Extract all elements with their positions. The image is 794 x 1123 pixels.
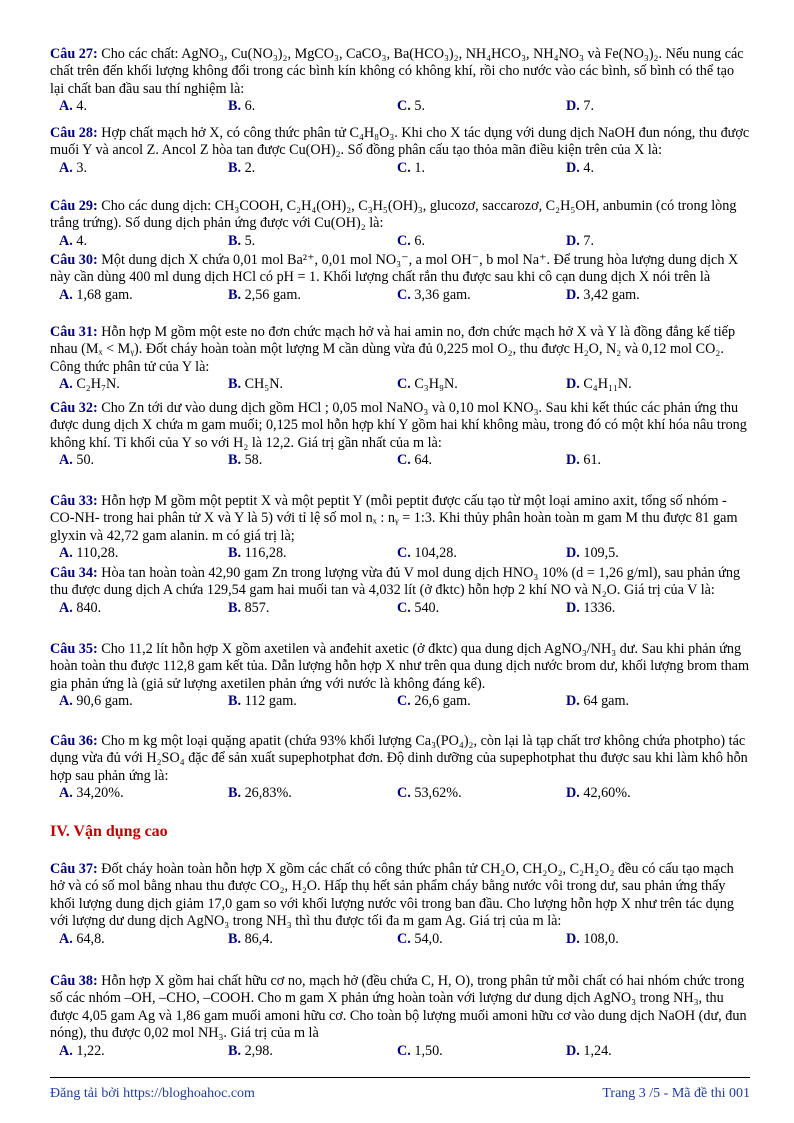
question-text: Một dung dịch X chứa 0,01 mol Ba²⁺, 0,01 mol NO₃⁻, a mol OH⁻, b mol Na⁺. Để trung hòa lượng dung dịch X này cần dùng 400 ml dung dịch HCl có pH = 1. Khối lượng chất rắn thu được sau khi cô cạn dung dịch X nói trên là <box>50 252 739 286</box>
question-number: Câu 30: <box>50 252 98 268</box>
answer-option[interactable] <box>50 287 219 304</box>
answer-option[interactable] <box>557 287 726 304</box>
option-letter: C. <box>397 286 411 303</box>
option-letter: B. <box>228 785 242 802</box>
option-letter: A. <box>59 452 73 469</box>
option-letter: C. <box>397 98 411 115</box>
option-value: 7. <box>583 98 594 115</box>
option-letter: B. <box>228 286 242 303</box>
question-stem <box>50 324 750 376</box>
option-value: 6. <box>244 98 256 115</box>
option-letter: C. <box>397 376 411 393</box>
option-value: 1,24. <box>583 1042 612 1059</box>
answer-option[interactable] <box>388 287 557 304</box>
option-letter: D. <box>566 98 580 115</box>
page-footer <box>50 1077 750 1101</box>
answer-options <box>50 545 750 562</box>
option-value: 1,50. <box>414 1042 443 1059</box>
option-value: C₄H₁₁N. <box>583 376 632 393</box>
question-stem <box>50 973 750 1043</box>
answer-options <box>50 785 750 802</box>
question-block <box>50 125 750 177</box>
answer-options <box>50 233 750 250</box>
answer-option[interactable] <box>557 233 726 250</box>
answer-option[interactable] <box>219 233 388 250</box>
option-letter: B. <box>228 159 242 176</box>
answer-option[interactable] <box>219 452 388 469</box>
option-value: 50. <box>76 452 95 469</box>
answer-option[interactable] <box>50 545 219 562</box>
option-letter: D. <box>566 159 580 176</box>
question-block <box>50 46 750 116</box>
option-letter: A. <box>59 545 73 562</box>
answer-option[interactable] <box>50 98 219 115</box>
answer-option[interactable] <box>50 160 219 177</box>
answer-option[interactable] <box>50 785 219 802</box>
answer-option[interactable] <box>388 1043 557 1060</box>
question-number: Câu 35: <box>50 641 98 657</box>
option-value: 3,36 gam. <box>414 286 471 303</box>
option-letter: D. <box>566 930 580 947</box>
answer-option[interactable] <box>388 233 557 250</box>
option-letter: C. <box>397 545 411 562</box>
question-text: Cho 11,2 lít hỗn hợp X gồm axetilen và anđehit axetic (ở đktc) qua dung dịch AgNO₃/NH₃ dư. Sau khi phản ứng hoàn toàn thu được 112,8 gam kết tủa. Dẫn lượng hỗn hợp X như trên qua dung dịch nước brom dư, khối lượng brom tham gia phản ứng là (giả sử lượng axetilen phản ứng với nước là không đáng kể). <box>50 641 749 692</box>
option-value: 1336. <box>583 599 616 616</box>
option-letter: C. <box>397 930 411 947</box>
answer-option[interactable] <box>388 98 557 115</box>
option-letter: A. <box>59 232 73 249</box>
option-value: 6. <box>414 232 425 249</box>
option-value: C₂H₇N. <box>76 376 120 393</box>
option-letter: C. <box>397 693 411 710</box>
answer-options <box>50 160 750 177</box>
question-stem <box>50 400 750 452</box>
answer-option[interactable] <box>388 600 557 617</box>
answer-option[interactable] <box>50 600 219 617</box>
option-letter: D. <box>566 545 580 562</box>
answer-option[interactable] <box>388 376 557 393</box>
option-letter: C. <box>397 785 411 802</box>
answer-option[interactable] <box>388 693 557 710</box>
option-letter: D. <box>566 232 580 249</box>
footer-source-link[interactable]: Đăng tải bởi https://bloghoahoc.com <box>50 1086 255 1101</box>
option-letter: B. <box>228 98 242 115</box>
question-text: Đốt cháy hoàn toàn hỗn hợp X gồm các chất có công thức phân tử CH₂O, CH₂O₂, C₂H₂O₂ đều có cấu tạo mạch hở và có số mol bằng nhau thu được CO₂, H₂O. Hấp thụ hết sản phẩm cháy bằng nước vôi trong dư, sau phản ứng thấy khối lượng dung dịch giảm 17,0 gam so với khối lượng nước vôi trong ban đầu. Cho lượng hỗn hợp X như trên tác dụng với lượng dư dung dịch AgNO₃ trong NH₃ thì thu được tối đa m gam Ag. Giá trị của m là: <box>50 861 734 930</box>
question-number: Câu 34: <box>50 565 98 581</box>
answer-option[interactable] <box>219 1043 388 1060</box>
answer-option[interactable] <box>50 233 219 250</box>
question-number: Câu 31: <box>50 324 98 340</box>
answer-option[interactable] <box>557 931 726 948</box>
option-letter: A. <box>59 693 73 710</box>
option-value: 7. <box>583 232 594 249</box>
option-value: 54,0. <box>414 930 443 947</box>
answer-option[interactable] <box>557 98 726 115</box>
question-stem <box>50 46 750 98</box>
option-value: 90,6 gam. <box>76 693 133 710</box>
option-value: 42,60%. <box>583 785 631 802</box>
question-text: Hợp chất mạch hở X, có công thức phân tử C₄H₈O₃. Khi cho X tác dụng với dung dịch NaOH đun nóng, thu được muối Y và ancol Z. Ancol Z hòa tan được Cu(OH)₂. Số đồng phân cấu tạo thỏa mãn điều kiện trên của X là: <box>50 125 750 159</box>
answer-options <box>50 931 750 948</box>
option-letter: B. <box>228 452 242 469</box>
answer-option[interactable] <box>557 1043 726 1060</box>
answer-option[interactable] <box>50 931 219 948</box>
option-value: 1. <box>414 159 425 176</box>
option-letter: D. <box>566 376 580 393</box>
question-stem <box>50 565 750 600</box>
option-letter: D. <box>566 785 580 802</box>
question-number: Câu 33: <box>50 493 98 509</box>
option-value: 1,68 gam. <box>76 286 133 303</box>
option-value: 857. <box>244 599 270 616</box>
option-letter: A. <box>59 1042 73 1059</box>
question-stem <box>50 861 750 931</box>
question-stem <box>50 493 750 545</box>
question-block <box>50 565 750 617</box>
option-value: 58. <box>244 452 263 469</box>
question-block <box>50 641 750 711</box>
option-letter: A. <box>59 159 73 176</box>
option-value: 26,6 gam. <box>414 693 471 710</box>
option-letter: B. <box>228 599 242 616</box>
question-number: Câu 32: <box>50 400 98 416</box>
answer-option[interactable] <box>50 376 219 393</box>
option-value: 34,20%. <box>76 785 124 802</box>
question-stem <box>50 198 750 233</box>
option-value: 840. <box>76 599 102 616</box>
answer-option[interactable] <box>388 931 557 948</box>
option-value: 2. <box>244 159 256 176</box>
answer-option[interactable] <box>557 160 726 177</box>
option-letter: D. <box>566 286 580 303</box>
option-letter: D. <box>566 1042 580 1059</box>
answer-option[interactable] <box>50 693 219 710</box>
option-value: 104,28. <box>414 545 457 562</box>
answer-option[interactable] <box>219 98 388 115</box>
question-number: Câu 27: <box>50 46 98 62</box>
option-value: 64. <box>414 452 433 469</box>
option-letter: B. <box>228 545 242 562</box>
option-value: 4. <box>76 98 87 115</box>
answer-option[interactable] <box>219 376 388 393</box>
option-letter: A. <box>59 599 73 616</box>
question-number: Câu 28: <box>50 125 98 141</box>
question-block <box>50 493 750 563</box>
option-value: 112 gam. <box>244 693 297 710</box>
question-block <box>50 733 750 803</box>
option-letter: B. <box>228 930 242 947</box>
answer-options <box>50 693 750 710</box>
option-letter: A. <box>59 930 73 947</box>
answer-option[interactable] <box>50 1043 219 1060</box>
answer-option[interactable] <box>557 693 726 710</box>
question-stem <box>50 125 750 160</box>
option-value: C₃H₉N. <box>414 376 458 393</box>
question-stem <box>50 252 750 287</box>
footer-page-info: Trang 3 /5 - Mã đề thi 001 <box>602 1086 750 1101</box>
option-letter: B. <box>228 376 242 393</box>
question-text: Cho các dung dịch: CH₃COOH, C₂H₄(OH)₂, C₃H₅(OH)₃, glucozơ, saccarozơ, C₂H₅OH, anbumin (có trong lòng trắng trứng). Số dung dịch phản ứng được với Cu(OH)₂ là: <box>50 198 737 232</box>
question-block <box>50 400 750 470</box>
answer-option[interactable] <box>388 160 557 177</box>
question-stem <box>50 733 750 785</box>
option-value: 110,28. <box>76 545 119 562</box>
option-value: 540. <box>414 599 440 616</box>
question-text: Cho m kg một loại quặng apatit (chứa 93% khối lượng Ca₃(PO₄)₂, còn lại là tạp chất trơ không chứa photpho) tác dụng vừa đủ với H₂SO₄ đặc để sản xuất supephotphat đơn. Độ dinh dưỡng của supephotphat thu được sau khi làm khô hỗn hợp sau phản ứng là: <box>50 733 748 784</box>
question-block <box>50 861 750 948</box>
question-number: Câu 36: <box>50 733 98 749</box>
answer-option[interactable] <box>219 160 388 177</box>
answer-option[interactable] <box>219 931 388 948</box>
question-number: Câu 37: <box>50 861 98 877</box>
answer-option[interactable] <box>388 452 557 469</box>
option-value: 116,28. <box>244 545 287 562</box>
question-block <box>50 198 750 250</box>
option-value: 108,0. <box>583 930 619 947</box>
option-value: 64,8. <box>76 930 105 947</box>
option-letter: D. <box>566 452 580 469</box>
answer-options <box>50 1043 750 1060</box>
option-value: 4. <box>583 159 594 176</box>
option-letter: C. <box>397 452 411 469</box>
question-text: Hòa tan hoàn toàn 42,90 gam Zn trong lượng vừa đủ V mol dung dịch HNO₃ 10% (d = 1,26 g/ml), sau phản ứng thu được dung dịch A chứa 129,54 gam hai muối tan và 4,032 lít (ở đktc) hỗn hợp 2 khí NO và N₂O. Giá trị của V là: <box>50 565 741 599</box>
option-value: 5. <box>414 98 425 115</box>
answer-option[interactable] <box>219 785 388 802</box>
answer-option[interactable] <box>219 693 388 710</box>
option-value: 26,83%. <box>244 785 292 802</box>
answer-option[interactable] <box>557 452 726 469</box>
answer-options <box>50 287 750 304</box>
option-value: 2,56 gam. <box>244 286 301 303</box>
answer-option[interactable] <box>557 376 726 393</box>
question-block <box>50 252 750 304</box>
answer-option[interactable] <box>557 785 726 802</box>
option-value: 53,62%. <box>414 785 462 802</box>
option-value: CH₅N. <box>244 376 284 393</box>
answer-option[interactable] <box>388 545 557 562</box>
option-value: 4. <box>76 232 87 249</box>
option-letter: D. <box>566 599 580 616</box>
option-letter: C. <box>397 1042 411 1059</box>
question-text: Hỗn hợp M gồm một peptit X và một peptit Y (mỗi peptit được cấu tạo từ một loại amino axit, tổng số nhóm -CO-NH- trong hai phân tử X và Y là 5) với tỉ lệ số mol nₓ : nᵧ = 1:3. Khi thủy phân hoàn toàn m gam M thu được 81 gam glyxin và 42,72 gam alanin. m có giá trị là; <box>50 493 738 544</box>
option-value: 109,5. <box>583 545 619 562</box>
answer-options <box>50 98 750 115</box>
question-stem <box>50 641 750 693</box>
answer-option[interactable] <box>219 287 388 304</box>
option-letter: C. <box>397 232 411 249</box>
question-number: Câu 38: <box>50 973 98 989</box>
question-block <box>50 973 750 1060</box>
question-block <box>50 324 750 394</box>
option-letter: B. <box>228 1042 242 1059</box>
answer-option[interactable] <box>219 600 388 617</box>
option-value: 3,42 gam. <box>583 286 640 303</box>
option-value: 3. <box>76 159 87 176</box>
question-number: Câu 29: <box>50 198 98 214</box>
option-value: 1,22. <box>76 1042 105 1059</box>
answer-option[interactable] <box>219 545 388 562</box>
question-text: Hỗn hợp M gồm một este no đơn chức mạch hở và hai amin no, đơn chức mạch hở X và Y là đồng đẳng kế tiếp nhau (Mₓ < Mᵧ). Đốt cháy hoàn toàn một lượng M cần dùng vừa đủ 0,225 mol O₂, thu được H₂O, N₂ và 0,12 mol CO₂. Công thức phân tử của Y là: <box>50 324 736 375</box>
answer-options <box>50 600 750 617</box>
option-value: 61. <box>583 452 602 469</box>
option-letter: D. <box>566 693 580 710</box>
option-letter: C. <box>397 599 411 616</box>
option-letter: B. <box>228 232 242 249</box>
option-letter: A. <box>59 286 73 303</box>
option-letter: A. <box>59 376 73 393</box>
answer-option[interactable] <box>557 545 726 562</box>
option-value: 86,4. <box>244 930 273 947</box>
answer-options <box>50 376 750 393</box>
option-letter: C. <box>397 159 411 176</box>
answer-option[interactable] <box>557 600 726 617</box>
option-value: 64 gam. <box>583 693 630 710</box>
option-value: 5. <box>244 232 256 249</box>
option-letter: A. <box>59 785 73 802</box>
answer-options <box>50 452 750 469</box>
answer-option[interactable] <box>388 785 557 802</box>
answer-option[interactable] <box>50 452 219 469</box>
option-letter: B. <box>228 693 242 710</box>
question-text: Cho Zn tới dư vào dung dịch gồm HCl ; 0,05 mol NaNO₃ và 0,10 mol KNO₃. Sau khi kết thúc các phản ứng thu được dung dịch X chứa m gam muối; 0,125 mol hỗn hợp khí Y gồm hai khí không màu, trong đó có một khí hóa nâu trong không khí. Tỉ khối của Y so với H₂ là 12,2. Giá trị gần nhất của m là: <box>50 400 747 451</box>
option-value: 2,98. <box>244 1042 273 1059</box>
question-text: Hỗn hợp X gồm hai chất hữu cơ no, mạch hở (đều chứa C, H, O), trong phân tử mỗi chất có hai nhóm chức trong số các nhóm –OH, –CHO, –COOH. Cho m gam X phản ứng hoàn toàn với lượng dư dung dịch AgNO₃ trong NH₃, thu được 4,05 gam Ag và 1,86 gam muối amoni hữu cơ. Cho toàn bộ lượng muối amoni hữu cơ vào dung dịch NaOH (dư, đun nóng), thu được 0,02 mol NH₃. Giá trị của m là <box>50 973 747 1042</box>
question-text: Cho các chất: AgNO₃, Cu(NO₃)₂, MgCO₃, CaCO₃, Ba(HCO₃)₂, NH₄HCO₃, NH₄NO₃ và Fe(NO₃)₂. Nếu nung các chất trên đến khối lượng không đổi trong các bình kín không có không khí, rồi cho nước vào các bình, số bình có thể tạo lại chất ban đầu sau thí nghiệm là: <box>50 46 744 97</box>
section-title: IV. Vận dụng cao <box>50 823 168 840</box>
option-letter: A. <box>59 98 73 115</box>
